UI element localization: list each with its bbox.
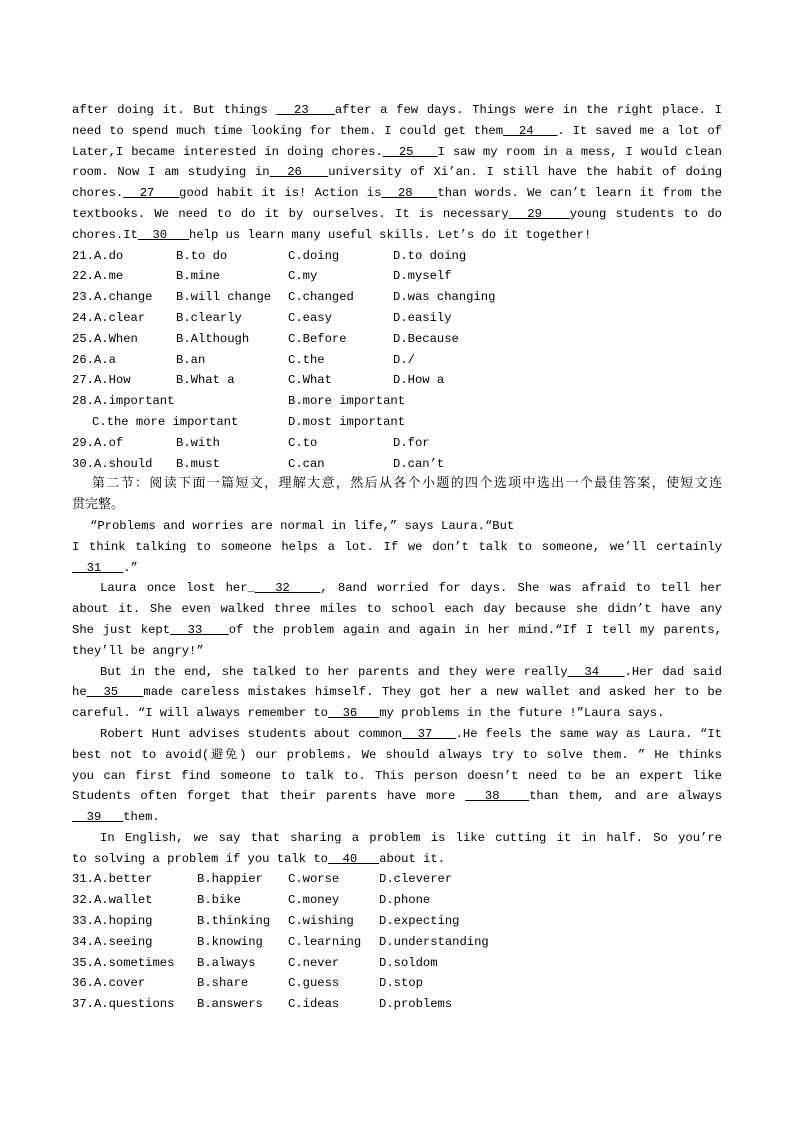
passage-1 xyxy=(72,100,722,246)
answer-blank: 36 xyxy=(327,706,380,721)
passage-text: , 8and worried for days. She was afraid to tell her xyxy=(320,581,722,596)
answer-blank: 32 xyxy=(254,581,321,596)
question-options xyxy=(72,350,722,371)
question-options xyxy=(72,308,722,329)
passage-line xyxy=(72,766,722,787)
options-21-30 xyxy=(72,246,722,475)
option: B.Although xyxy=(176,331,250,346)
passage-line xyxy=(72,849,722,870)
answer-blank: 38 xyxy=(465,789,530,804)
question-options xyxy=(72,932,722,953)
option: B.clearly xyxy=(176,310,242,325)
passage-text: need to spend much time looking for them. I could get them xyxy=(72,123,504,138)
section-heading-line: 贯完整。 xyxy=(72,497,125,513)
passage-text: them. xyxy=(123,810,160,825)
option: C.money xyxy=(288,893,340,908)
option: D.Because xyxy=(393,331,459,346)
option: B.mine xyxy=(176,269,220,284)
option: B.always xyxy=(197,955,256,970)
option: 27.A.How xyxy=(72,373,131,388)
passage-text: about it. xyxy=(379,851,446,866)
option: B.an xyxy=(176,352,206,367)
option: D.to doing xyxy=(393,248,467,263)
answer-blank: 23 xyxy=(276,103,335,117)
passage-text: I think talking to someone helps a lot. If we don’t talk to someone, we’ll certainly xyxy=(72,539,722,554)
passage-text: you can first find someone to talk to. This person doesn’t need to be an expert like xyxy=(72,768,722,783)
option: 36.A.cover xyxy=(72,976,146,991)
option: C.doing xyxy=(288,248,340,263)
answer-blank: 29 xyxy=(508,206,570,221)
passage-line xyxy=(72,745,722,766)
answer-blank: 39 xyxy=(72,810,124,825)
passage-text: .” xyxy=(123,560,138,575)
option: 34.A.seeing xyxy=(72,934,153,949)
passage-line xyxy=(72,142,722,163)
passage-text: .Her dad said xyxy=(624,664,722,679)
question-options xyxy=(72,329,722,350)
option: 37.A.questions xyxy=(72,997,175,1012)
passage-line xyxy=(72,183,722,204)
passage-text: my problems in the future !”Laura says. xyxy=(379,706,665,721)
answer-blank: 37 xyxy=(402,726,456,741)
passage-text: they’ll be angry!” xyxy=(72,643,204,658)
option: C.can xyxy=(288,456,325,471)
passage-text: In English, we say that sharing a problem is like cutting it in half. So you’re xyxy=(100,830,722,845)
passage-text: young students to do xyxy=(569,206,722,221)
option: D.stop xyxy=(379,976,423,991)
answer-blank: 35 xyxy=(86,685,144,700)
passage-text: .He feels the same way as Laura. “It xyxy=(455,726,722,741)
option: B.answers xyxy=(197,997,263,1012)
passage-line xyxy=(72,100,722,121)
question-options xyxy=(72,370,722,391)
answer-blank: 30 xyxy=(137,227,190,242)
option: C.the more important xyxy=(92,414,239,429)
passage-text: She just kept xyxy=(72,622,171,637)
option: C.the xyxy=(288,352,325,367)
passage-text: he xyxy=(72,685,87,700)
option: B.happier xyxy=(197,872,263,887)
option: C.learning xyxy=(288,934,362,949)
option: 32.A.wallet xyxy=(72,893,153,908)
answer-blank: 24 xyxy=(503,123,558,138)
section-2-heading xyxy=(72,474,722,516)
passage-line xyxy=(72,537,722,558)
passage-text: . It saved me a lot of xyxy=(557,123,722,138)
options-31-37 xyxy=(72,869,722,1015)
option: 23.A.change xyxy=(72,290,153,305)
option: C.easy xyxy=(288,310,332,325)
option: B.bike xyxy=(197,893,241,908)
passage-text: But in the end, she talked to her parents and they were really xyxy=(100,664,568,679)
answer-blank: 27 xyxy=(123,186,180,201)
question-options xyxy=(72,911,722,932)
passage-text: good habit it is! Action is xyxy=(179,186,382,201)
option: B.thinking xyxy=(197,914,271,929)
passage-text: “Problems and worries are normal in life,” says Laura.“But xyxy=(90,518,515,533)
option: D.can’t xyxy=(393,456,445,471)
option: 28.A.important xyxy=(72,394,175,409)
option: D.cleverer xyxy=(379,872,453,887)
question-options xyxy=(72,412,722,433)
passage-text: Robert Hunt advises students about common xyxy=(100,726,403,741)
passage-line xyxy=(72,641,722,662)
question-options xyxy=(72,973,722,994)
passage-line xyxy=(72,703,722,724)
option: 31.A.better xyxy=(72,872,153,887)
option: B.knowing xyxy=(197,934,263,949)
question-options xyxy=(72,287,722,308)
option: D.problems xyxy=(379,997,453,1012)
option: 24.A.clear xyxy=(72,310,146,325)
passage-text: university of Xi’an. I still have the habit of doing xyxy=(328,165,722,180)
passage-text: textbooks. We need to do it by ourselves. It is necessary xyxy=(72,206,509,221)
option: 25.A.When xyxy=(72,331,138,346)
question-options xyxy=(72,869,722,890)
passage-line xyxy=(72,558,722,579)
option: D.soldom xyxy=(379,955,438,970)
exam-page xyxy=(72,100,722,1015)
passage-text: than words. We can’t learn it from the xyxy=(437,186,722,201)
option: C.Before xyxy=(288,331,347,346)
option: D./ xyxy=(393,352,415,367)
option: C.ideas xyxy=(288,997,340,1012)
passage-line xyxy=(72,578,722,599)
passage-line xyxy=(72,786,722,807)
option: B.will change xyxy=(176,290,272,305)
passage-text: after a few days. Things were in the right place. I xyxy=(334,103,722,117)
passage-text: I saw my room in a mess, I would clean xyxy=(437,144,722,159)
option: B.to do xyxy=(176,248,228,263)
option: B.more important xyxy=(288,394,406,409)
option: D.understanding xyxy=(379,934,489,949)
section-heading-line: 第二节：阅读下面一篇短文，理解大意，然后从各个小题的四个选项中选出一个最佳答案，使短文连 xyxy=(92,476,722,492)
option: 29.A.of xyxy=(72,435,124,450)
option: B.with xyxy=(176,435,220,450)
answer-blank: 33 xyxy=(170,622,229,637)
question-options xyxy=(72,994,722,1015)
option: C.changed xyxy=(288,290,354,305)
option: D.expecting xyxy=(379,914,460,929)
option: 30.A.should xyxy=(72,456,153,471)
answer-blank: 25 xyxy=(382,144,438,159)
option: 21.A.do xyxy=(72,248,124,263)
passage-text: Later,I became interested in doing chores. xyxy=(72,144,383,159)
option: C.What xyxy=(288,373,332,388)
option: D.How a xyxy=(393,373,445,388)
question-options xyxy=(72,890,722,911)
question-options xyxy=(72,391,722,412)
option: D.myself xyxy=(393,269,452,284)
answer-blank: 31 xyxy=(72,560,124,575)
passage-text: help us learn many useful skills. Let’s do it together! xyxy=(189,227,592,242)
passage-text: of the problem again and again in her mind.“If I tell my parents, xyxy=(228,622,722,637)
passage-line xyxy=(72,620,722,641)
question-options xyxy=(72,953,722,974)
passage-text: room. Now I am studying in xyxy=(72,165,270,180)
option: C.my xyxy=(288,269,318,284)
option: C.to xyxy=(288,435,318,450)
option: B.What a xyxy=(176,373,235,388)
option: C.never xyxy=(288,955,340,970)
passage-text: than them, and are always xyxy=(529,789,722,804)
passage-line xyxy=(72,662,722,683)
passage-text: Students often forget that their parents have more xyxy=(72,789,466,804)
answer-blank: 28 xyxy=(381,186,438,201)
passage-line xyxy=(72,225,722,246)
passage-line xyxy=(72,121,722,142)
option: 26.A.a xyxy=(72,352,116,367)
passage-text: made careless mistakes himself. They got her a new wallet and asked her to be xyxy=(143,685,722,700)
answer-blank: 34 xyxy=(567,664,625,679)
passage-text: best not to avoid(避免) our problems. We should always try to solve them. ” He thinks xyxy=(72,747,722,762)
option: D.was changing xyxy=(393,290,496,305)
passage-line xyxy=(72,807,722,828)
passage-line xyxy=(72,162,722,183)
passage-text: after doing it. But things xyxy=(72,103,277,117)
passage-text: chores. xyxy=(72,186,124,201)
passage-line xyxy=(72,516,722,537)
passage-line xyxy=(72,682,722,703)
passage-text: about it. She even walked three miles to school each day because she didn’t have any xyxy=(72,602,722,617)
passage-text: careful. “I will always remember to xyxy=(72,706,328,721)
passage-line xyxy=(72,724,722,745)
option: 22.A.me xyxy=(72,269,124,284)
option: D.for xyxy=(393,435,430,450)
passage-line xyxy=(72,828,722,849)
option: 35.A.sometimes xyxy=(72,955,175,970)
option: D.easily xyxy=(393,310,452,325)
question-options xyxy=(72,433,722,454)
question-options xyxy=(72,246,722,267)
option: B.must xyxy=(176,456,220,471)
passage-line xyxy=(72,204,722,225)
option: 33.A.hoping xyxy=(72,914,153,929)
option: C.guess xyxy=(288,976,340,991)
passage-text: chores.It xyxy=(72,227,138,242)
answer-blank: 26 xyxy=(269,165,329,180)
passage-line xyxy=(72,599,722,620)
passage-2 xyxy=(72,516,722,870)
question-options xyxy=(72,454,722,475)
option: D.phone xyxy=(379,893,431,908)
option: D.most important xyxy=(288,414,406,429)
passage-text: Laura once lost her_ xyxy=(100,581,255,596)
option: B.share xyxy=(197,976,249,991)
question-options xyxy=(72,266,722,287)
answer-blank: 40 xyxy=(327,851,380,866)
option: C.worse xyxy=(288,872,340,887)
option: C.wishing xyxy=(288,914,354,929)
passage-text: to solving a problem if you talk to xyxy=(72,851,328,866)
